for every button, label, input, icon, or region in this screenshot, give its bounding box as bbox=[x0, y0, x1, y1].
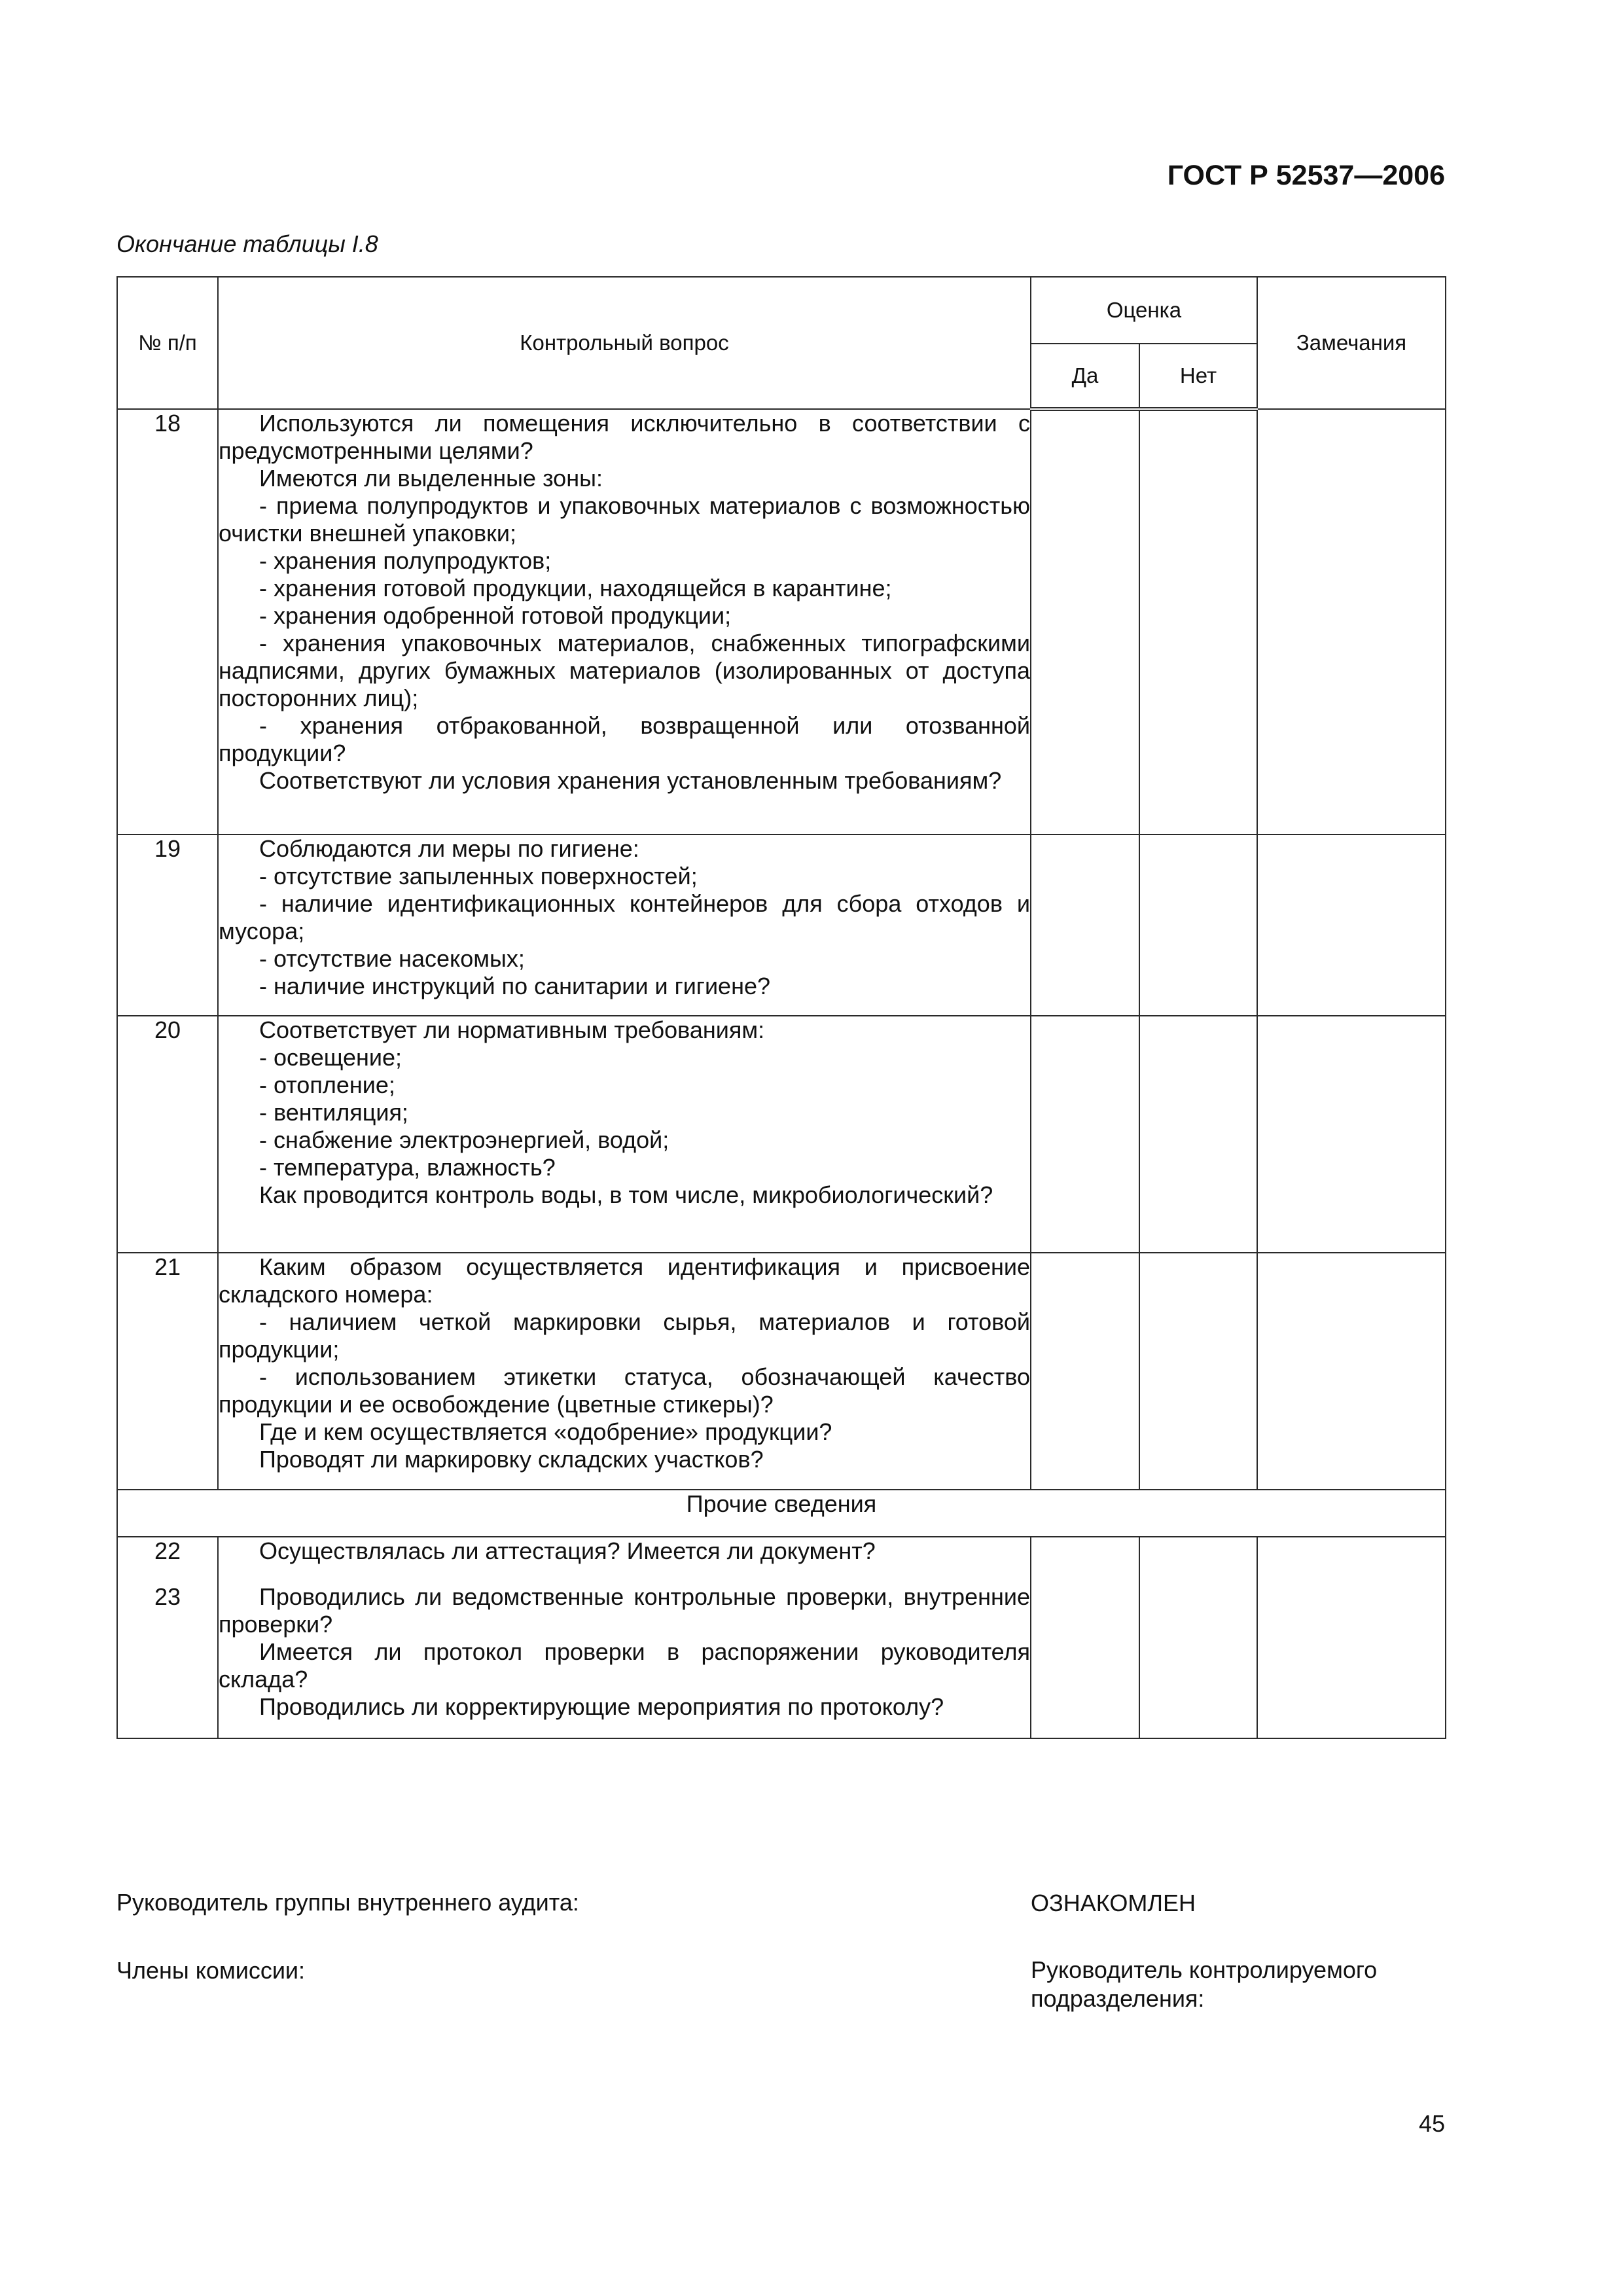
unit-head-line: Руководитель контролируемого bbox=[1031, 1956, 1378, 1983]
question-cell bbox=[218, 834, 1031, 1016]
question-line: - хранения упаковочных материалов, снабженных типографскими надписями, других бумажных материалов (изолированных от доступа посторонних лиц); bbox=[219, 630, 1030, 711]
answer-yes-cell[interactable] bbox=[1031, 1016, 1139, 1253]
question-line: Проводились ли ведомственные контрольные проверки, внутренние проверки? bbox=[219, 1583, 1030, 1638]
question-cell bbox=[218, 1253, 1031, 1490]
answer-no-cell[interactable] bbox=[1139, 1016, 1257, 1253]
remarks-cell[interactable] bbox=[1257, 1016, 1446, 1253]
question-line: Где и кем осуществляется «одобрение» продукции? bbox=[259, 1418, 832, 1445]
question-line: Осуществлялась ли аттестация? Имеется ли документ? bbox=[259, 1537, 876, 1564]
column-header-yes: Да bbox=[1031, 344, 1139, 409]
question-cell bbox=[218, 409, 1031, 834]
question-line: Как проводится контроль воды, в том числе, микробиологический? bbox=[259, 1181, 993, 1208]
question-line: Соответствует ли нормативным требованиям: bbox=[259, 1016, 765, 1043]
question-line: Используются ли помещения исключительно в соответствии с предусмотренными целями? bbox=[219, 410, 1030, 464]
question-line: - температура, влажность? bbox=[259, 1154, 556, 1181]
question-line: - хранения отбракованной, возвращенной или отозванной продукции? bbox=[219, 712, 1030, 766]
unit-head-label bbox=[1031, 1956, 1377, 2013]
table-row bbox=[117, 1016, 1446, 1253]
answer-no-cell[interactable] bbox=[1139, 834, 1257, 1016]
column-header-rating: Оценка bbox=[1031, 277, 1257, 344]
answer-yes-cell[interactable] bbox=[1031, 1253, 1139, 1490]
remarks-cell[interactable] bbox=[1257, 1537, 1446, 1738]
answer-no-cell[interactable] bbox=[1139, 1537, 1257, 1738]
question-line: - отопление; bbox=[259, 1071, 395, 1098]
row-number: 21 bbox=[117, 1253, 218, 1490]
column-header-remarks: Замечания bbox=[1257, 277, 1446, 409]
row-number: 22 bbox=[154, 1537, 181, 1564]
question-line: Имеется ли протокол проверки в распоряжении руководителя склада? bbox=[219, 1638, 1030, 1693]
question-line: - использованием этикетки статуса, обозначающей качество продукции и ее освобождение (цветные стикеры)? bbox=[219, 1363, 1030, 1418]
question-line: - хранения готовой продукции, находящейся в карантине; bbox=[259, 575, 892, 601]
table-caption: Окончание таблицы I.8 bbox=[116, 230, 378, 257]
table-row bbox=[117, 1537, 1446, 1738]
question-line: - освещение; bbox=[259, 1044, 402, 1071]
row-number: 23 bbox=[154, 1583, 181, 1610]
table-row bbox=[117, 1253, 1446, 1490]
column-header-no: Нет bbox=[1139, 344, 1257, 409]
document-code: ГОСТ Р 52537—2006 bbox=[1167, 160, 1445, 191]
question-line: - наличием четкой маркировки сырья, материалов и готовой продукции; bbox=[219, 1308, 1030, 1363]
remarks-cell[interactable] bbox=[1257, 834, 1446, 1016]
question-line: Соблюдаются ли меры по гигиене: bbox=[259, 835, 639, 862]
answer-no-cell[interactable] bbox=[1139, 409, 1257, 834]
question-line: Каким образом осуществляется идентификация и присвоение складского номера: bbox=[219, 1253, 1030, 1308]
question-line: Соответствуют ли условия хранения установленным требованиям? bbox=[259, 767, 1002, 794]
question-line: - приема полупродуктов и упаковочных материалов с возможностью очистки внешней упаковки; bbox=[219, 492, 1030, 547]
question-line: - отсутствие насекомых; bbox=[259, 945, 525, 972]
answer-no-cell[interactable] bbox=[1139, 1253, 1257, 1490]
column-header-question: Контрольный вопрос bbox=[218, 277, 1031, 409]
section-row bbox=[117, 1490, 1446, 1537]
remarks-cell[interactable] bbox=[1257, 409, 1446, 834]
question-line: - наличие инструкций по санитарии и гигиене? bbox=[259, 973, 770, 999]
column-header-number: № п/п bbox=[117, 277, 218, 409]
section-title: Прочие сведения bbox=[117, 1490, 1446, 1537]
table-row bbox=[117, 409, 1446, 834]
row-number: 18 bbox=[117, 409, 218, 834]
row-number: 19 bbox=[117, 834, 218, 1016]
remarks-cell[interactable] bbox=[1257, 1253, 1446, 1490]
answer-yes-cell[interactable] bbox=[1031, 1537, 1139, 1738]
page-number: 45 bbox=[1418, 2110, 1445, 2137]
question-line: Проводились ли корректирующие мероприятия по протоколу? bbox=[259, 1693, 944, 1720]
question-cell bbox=[218, 1016, 1031, 1253]
row-number: 20 bbox=[117, 1016, 218, 1253]
answer-yes-cell[interactable] bbox=[1031, 409, 1139, 834]
question-line: Имеются ли выделенные зоны: bbox=[259, 465, 603, 492]
commission-members-label: Члены комиссии: bbox=[116, 1957, 306, 1984]
question-cell bbox=[218, 1537, 1031, 1738]
unit-head-line: подразделения: bbox=[1031, 1985, 1205, 2012]
question-line: - наличие идентификационных контейнеров для сбора отходов и мусора; bbox=[219, 890, 1030, 944]
checklist-table bbox=[116, 276, 1446, 1739]
question-line: - хранения одобренной готовой продукции; bbox=[259, 602, 732, 629]
audit-head-label: Руководитель группы внутреннего аудита: bbox=[116, 1889, 579, 1916]
answer-yes-cell[interactable] bbox=[1031, 834, 1139, 1016]
question-line: - отсутствие запыленных поверхностей; bbox=[259, 863, 698, 889]
acknowledged-label: ОЗНАКОМЛЕН bbox=[1031, 1890, 1196, 1916]
question-line: - хранения полупродуктов; bbox=[259, 547, 552, 574]
question-line: - вентиляция; bbox=[259, 1099, 408, 1126]
row-number-cell bbox=[117, 1537, 218, 1738]
question-line: Проводят ли маркировку складских участков? bbox=[259, 1446, 764, 1473]
table-row bbox=[117, 834, 1446, 1016]
question-line: - снабжение электроэнергией, водой; bbox=[259, 1126, 669, 1153]
